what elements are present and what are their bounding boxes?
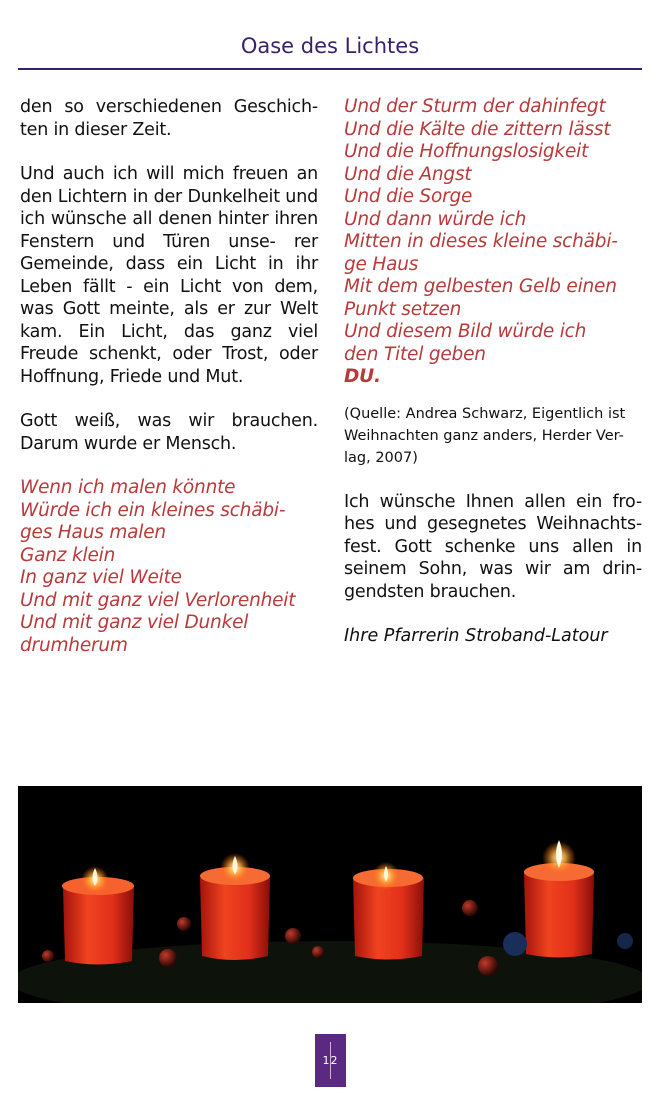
poem-line: Und die Kälte die zittern lässt: [344, 118, 611, 140]
right-column: [344, 96, 642, 647]
candle-1: [62, 866, 134, 965]
paragraph-lights: Und auch ich will mich freuen an den Lichtern in der Dunkelheit und ich wünsche all denen hinter ihren Fenstern und Türen unse- rer Gemeinde, dass ein Licht in ihr Leben fällt - ein Licht von dem, was Gott meinte, als er zur Welt kam. Ein Licht, das ganz viel Freude schenkt, oder Trost, oder Hoffnung, Friede und Mut.: [20, 164, 318, 387]
page-number-left: 1: [322, 1054, 331, 1067]
source-citation: (Quelle: Andrea Schwarz, Eigentlich ist Weihnachten ganz anders, Herder Ver- lag, 2007): [344, 405, 626, 466]
paragraph-intro: den so verschiedenen Geschich- ten in dieser Zeit.: [20, 97, 318, 140]
paragraph-christmas-wish: Ich wünsche Ihnen allen ein fro- hes und gesegnetes Weihnachts- fest. Gott schenke uns allen in seinem Sohn, was wir am drin- gendsten brauchen.: [344, 491, 642, 602]
page-header-title: Oase des Lichtes: [240, 34, 420, 58]
badge-divider: [330, 1042, 331, 1079]
poem-line: Würde ich ein kleines schäbi-: [20, 499, 286, 521]
poem-line: Und mit ganz viel Dunkel: [20, 612, 249, 633]
poem-line: Und mit ganz viel Verlorenheit: [20, 589, 296, 611]
candle-3: [353, 862, 424, 960]
poem-line: drumherum: [20, 634, 128, 656]
poem-line: Mit dem gelbesten Gelb einen: [344, 276, 617, 297]
poem-line: Und die Hoffnungslosigkeit: [344, 141, 589, 162]
page-number-right: 2: [330, 1054, 339, 1067]
poem-line: Wenn ich malen könnte: [20, 477, 236, 498]
poem-line: Mitten in dieses kleine schäbi-: [344, 231, 618, 252]
poem-line: den Titel geben: [344, 343, 486, 365]
poem-part-two: [344, 96, 642, 389]
poem-final-line: DU.: [344, 366, 381, 387]
poem-line: Und dann würde ich: [344, 208, 527, 230]
poem-line: Und die Angst: [344, 163, 472, 185]
advent-candles-photo: [18, 786, 642, 1003]
poem-line: Und die Sorge: [344, 186, 473, 207]
header-rule: [18, 68, 642, 70]
signature: Ihre Pfarrerin Stroband-Latour: [344, 626, 608, 646]
poem-line: Und diesem Bild würde ich: [344, 321, 587, 342]
poem-line: In ganz viel Weite: [20, 567, 182, 588]
left-column: [20, 96, 318, 679]
page-number-badge: [315, 1034, 346, 1087]
paragraph-god-knows: Gott weiß, was wir brauchen. Darum wurde er Mensch.: [20, 411, 318, 454]
poem-part-one: [20, 477, 318, 657]
poem-line: ge Haus: [344, 253, 419, 275]
poem-line: Ganz klein: [20, 544, 116, 566]
poem-line: Punkt setzen: [344, 298, 462, 320]
poem-line: Und der Sturm der dahinfegt: [344, 96, 606, 117]
poem-line: ges Haus malen: [20, 522, 166, 543]
